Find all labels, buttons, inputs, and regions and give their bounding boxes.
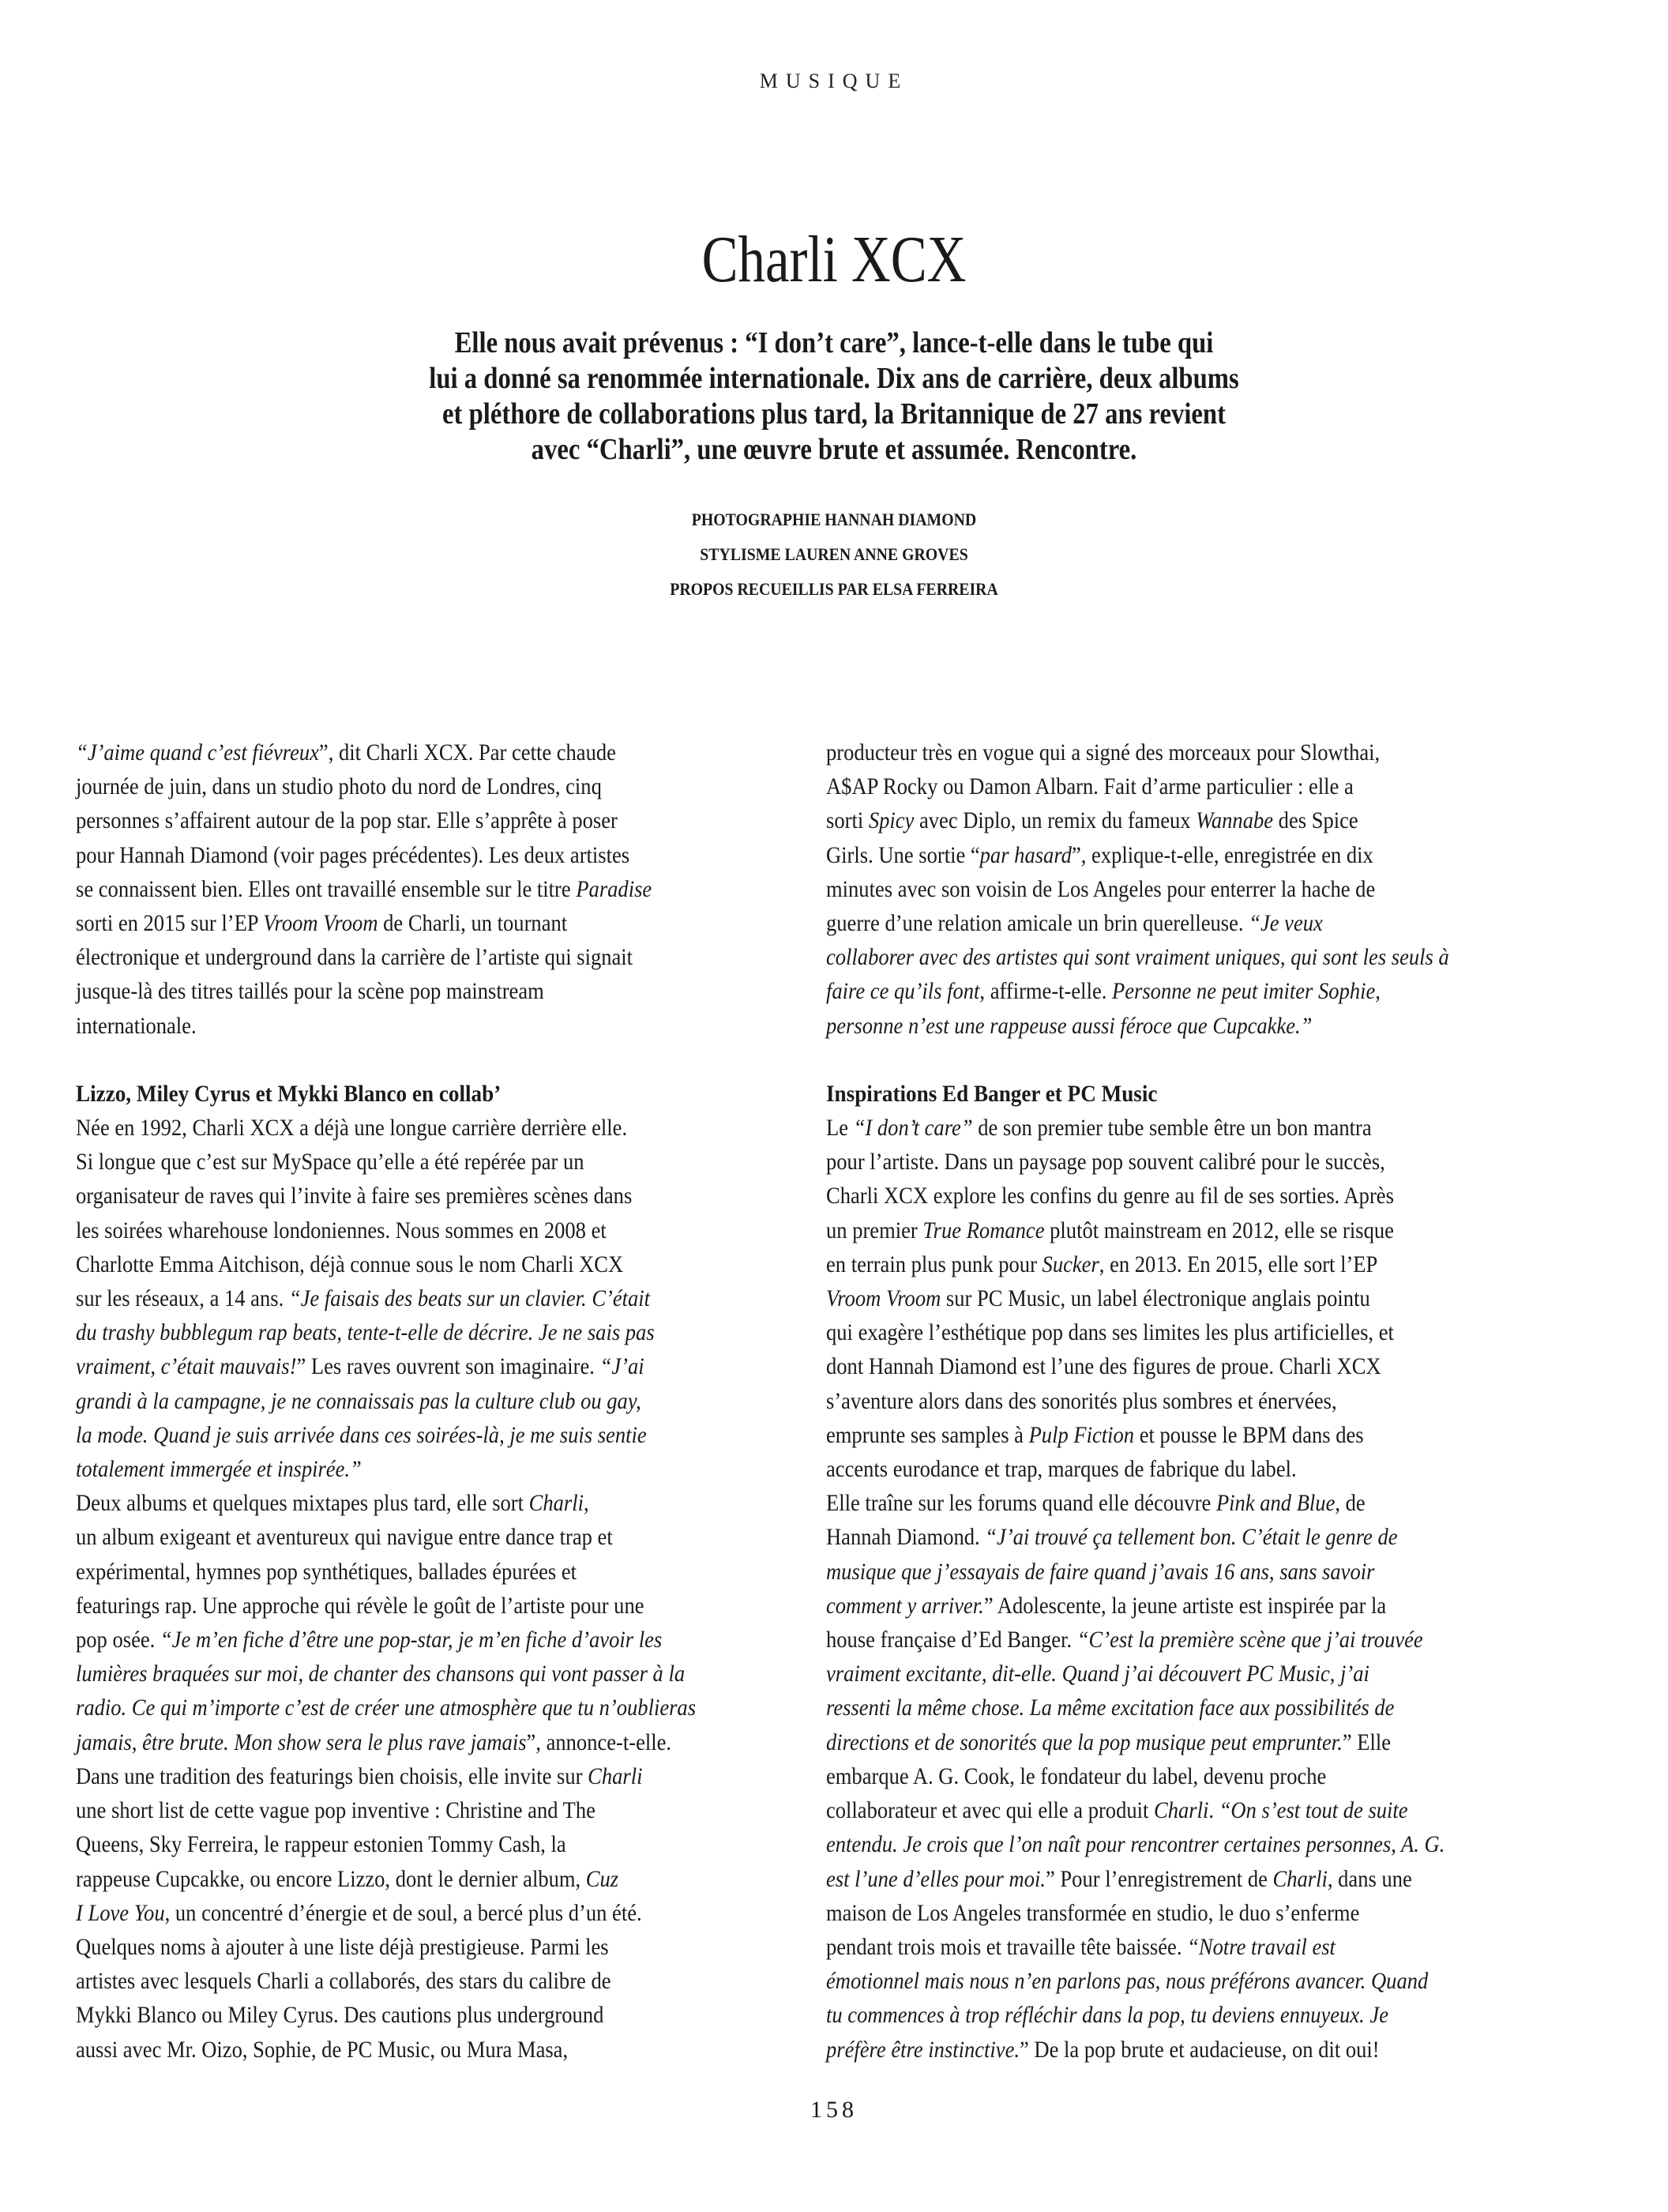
italic-run: émotionnel mais nous n’en parlons pas, nous préférons avancer. Quand: [826, 1969, 1429, 1995]
text-line: [826, 1453, 1508, 1487]
text-line: [826, 1179, 1508, 1213]
text-line: [826, 1010, 1508, 1044]
text-line: [826, 907, 1508, 941]
text-run: Née en 1992, Charli XCX a déjà une longue carrière derrière elle.: [76, 1115, 628, 1142]
italic-run: faire ce qu’ils font: [826, 979, 980, 1005]
left-body: [76, 1112, 834, 2067]
text-line: [76, 1385, 758, 1419]
text-run: emprunte ses samples à: [826, 1422, 1029, 1448]
italic-run: “J’ai trouvé ça tellement bon. C’était le genre de: [985, 1525, 1398, 1551]
italic-run: par hasard: [979, 842, 1072, 868]
text-run: de Charli, un tournant: [378, 911, 568, 937]
text-line: [76, 736, 758, 770]
text-run: un premier: [826, 1217, 923, 1243]
text-line: [76, 1897, 758, 1931]
italic-run: Paradise: [576, 876, 652, 902]
text-line: [76, 1453, 758, 1487]
text-run: les soirées wharehouse londoniennes. Nous sommes en 2008 et: [76, 1217, 607, 1243]
text-line: [826, 804, 1508, 838]
italic-run: Spicy: [868, 808, 915, 834]
text-line: [76, 1726, 758, 1760]
text-run: en terrain plus punk pour: [826, 1251, 1042, 1277]
text-run: , en 2013. En 2015, elle sort l’EP: [1099, 1251, 1378, 1277]
text-run: journée de juin, dans un studio photo du nord de Londres, cinq: [76, 774, 602, 800]
italic-run: “J’aime quand c’est fiévreux: [76, 740, 319, 766]
text-run: rappeuse Cupcakke, ou encore Lizzo, dont le dernier album,: [76, 1866, 586, 1892]
italic-run: Charli: [588, 1763, 643, 1789]
text-line: [826, 1863, 1508, 1897]
text-run: Mykki Blanco ou Miley Cyrus. Des cautions plus underground: [76, 2003, 604, 2029]
text-line: [826, 975, 1508, 1009]
text-run: sur PC Music, un label électronique anglais pointu: [941, 1286, 1370, 1312]
credit-photography: PHOTOGRAPHIE HANNAH DIAMOND: [691, 510, 977, 529]
italic-run: Charli: [1154, 1798, 1209, 1824]
italic-run: tu commences à trop réfléchir dans la pop, tu deviens ennuyeux. Je: [826, 2003, 1388, 2029]
text-run: et pousse le BPM dans des: [1134, 1422, 1364, 1448]
italic-run: “Je m’en fiche d’être une pop-star, je m’en fiche d’avoir les: [160, 1627, 663, 1653]
standfirst-line: lui a donné sa renommée internationale. Dix ans de carrière, deux albums: [429, 362, 1239, 395]
right-body: [826, 1112, 1584, 2067]
paragraph-gap: [826, 1044, 1584, 1078]
text-line: [76, 873, 758, 907]
text-line: [76, 1657, 758, 1691]
italic-run: “Je faisais des beats sur un clavier. C’était: [288, 1286, 651, 1312]
text-run: , dans une: [1327, 1866, 1412, 1892]
text-run: une short list de cette vague pop inventive : Christine and The: [76, 1798, 595, 1824]
page-number: 158: [810, 2097, 858, 2123]
text-line: [76, 1214, 758, 1248]
text-run: A$AP Rocky ou Damon Albarn. Fait d’arme particulier : elle a: [826, 774, 1354, 800]
text-line: [826, 1691, 1508, 1725]
text-line: [826, 1760, 1508, 1794]
text-line: [76, 1828, 758, 1862]
text-line: [826, 1248, 1508, 1282]
text-line: [76, 1487, 758, 1521]
text-run: dont Hannah Diamond est l’une des figures de proue. Charli XCX: [826, 1354, 1381, 1380]
text-line: [76, 1794, 758, 1828]
italic-run: Vroom Vroom: [263, 911, 378, 937]
text-run: .: [1208, 1798, 1219, 1824]
right-column: [826, 736, 1584, 2067]
text-run: aussi avec Mr. Oizo, Sophie, de PC Music, ou Mura Masa,: [76, 2037, 569, 2063]
text-run: Charli XCX explore les confins du genre au fil de ses sorties. Après: [826, 1183, 1394, 1209]
text-line: [76, 1316, 758, 1350]
italic-run: entendu. Je crois que l’on naît pour rencontrer certaines personnes, A. G.: [826, 1832, 1445, 1858]
text-line: [826, 1623, 1508, 1657]
text-run: Dans une tradition des featurings bien choisis, elle invite sur: [76, 1763, 588, 1789]
text-line: [76, 1965, 758, 1999]
text-run: featurings rap. Une approche qui révèle le goût de l’artiste pour une: [76, 1593, 644, 1619]
text-run: sorti en 2015 sur l’EP: [76, 911, 264, 937]
text-line: [76, 1589, 758, 1623]
text-run: , un concentré d’énergie et de soul, a bercé plus d’un été.: [164, 1900, 642, 1926]
text-run: ” Adolescente, la jeune artiste est inspirée par la: [983, 1593, 1387, 1619]
italic-run: Pink and Blue: [1215, 1491, 1336, 1517]
italic-run: radio. Ce qui m’importe c’est de créer une atmosphère que tu n’oublieras: [76, 1695, 697, 1721]
text-run: ” Elle: [1342, 1729, 1392, 1755]
text-line: [826, 1112, 1508, 1146]
text-line: [76, 1931, 758, 1965]
text-line: [826, 1487, 1508, 1521]
text-run: house française d’Ed Banger.: [826, 1627, 1077, 1653]
text-run: Elle traîne sur les forums quand elle découvre: [826, 1491, 1216, 1517]
italic-run: vraiment excitante, dit-elle. Quand j’ai découvert PC Music, j’ai: [826, 1661, 1369, 1687]
text-run: pop osée.: [76, 1627, 160, 1653]
text-line: [826, 1385, 1508, 1419]
italic-run: grandi à la campagne, je ne connaissais pas la culture club ou gay,: [76, 1388, 641, 1414]
text-run: électronique et underground dans la carrière de l’artiste qui signait: [76, 945, 633, 971]
credit-interview: PROPOS RECUEILLIS PAR ELSA FERREIRA: [670, 579, 998, 599]
text-line: [76, 1350, 758, 1384]
text-line: [76, 1521, 758, 1555]
italic-run: la mode. Quand je suis arrivée dans ces soirées-là, je me suis sentie: [76, 1422, 647, 1448]
text-run: expérimental, hymnes pop synthétiques, ballades épurées et: [76, 1559, 577, 1585]
text-line: [826, 1999, 1508, 2033]
italic-run: Charli: [528, 1491, 584, 1517]
italic-run: du trashy bubblegum rap beats, tente-t-elle de décrire. Je ne sais pas: [76, 1320, 655, 1346]
article-title: Charli XCX: [701, 223, 967, 296]
paragraph-gap: [76, 1044, 834, 1078]
text-run: pendant trois mois et travaille tête baissée.: [826, 1934, 1188, 1960]
text-run: minutes avec son voisin de Los Angeles pour enterrer la hache de: [826, 876, 1376, 902]
text-run: producteur très en vogue qui a signé des morceaux pour Slowthai,: [826, 740, 1381, 766]
italic-run: musique que j’essayais de faire quand j’avais 16 ans, sans savoir: [826, 1559, 1375, 1585]
text-run: jusque-là des titres taillés pour la scène pop mainstream: [76, 979, 544, 1005]
italic-run: “J’ai: [599, 1354, 644, 1380]
italic-run: lumières braquées sur moi, de chanter des chansons qui vont passer à la: [76, 1661, 686, 1687]
text-line: [76, 941, 758, 975]
text-run: plutôt mainstream en 2012, elle se risque: [1044, 1217, 1394, 1243]
text-run: personnes s’affairent autour de la pop star. Elle s’apprête à poser: [76, 808, 618, 834]
text-line: [76, 1010, 758, 1044]
italic-run: est l’une d’elles pour moi.: [826, 1866, 1046, 1892]
text-line: [826, 1589, 1508, 1623]
text-line: [76, 1556, 758, 1589]
text-run: accents eurodance et trap, marques de fabrique du label.: [826, 1457, 1297, 1483]
text-run: guerre d’une relation amicale un brin querelleuse.: [826, 911, 1249, 937]
italic-run: personne n’est une rappeuse aussi féroce que Cupcakke.”: [826, 1013, 1313, 1039]
italic-run: “I don’t care”: [853, 1115, 973, 1142]
text-line: [76, 804, 758, 838]
text-run: qui exagère l’esthétique pop dans ses limites les plus artificielles, et: [826, 1320, 1394, 1346]
text-line: [76, 907, 758, 941]
italic-run: Cuz: [585, 1866, 619, 1892]
text-line: [826, 1146, 1508, 1179]
text-run: Girls. Une sortie “: [826, 842, 980, 868]
standfirst: [281, 325, 1387, 468]
text-run: sur les réseaux, a 14 ans.: [76, 1286, 289, 1312]
text-line: [76, 1419, 758, 1453]
text-run: internationale.: [76, 1013, 197, 1039]
text-run: pour Hannah Diamond (voir pages précédentes). Les deux artistes: [76, 842, 630, 868]
text-line: [76, 975, 758, 1009]
text-run: , de: [1335, 1491, 1366, 1517]
left-column: [76, 736, 834, 2067]
text-line: [826, 1965, 1508, 1999]
italic-run: directions et de sonorités que la pop musique peut emprunter.: [826, 1729, 1343, 1755]
italic-run: préfère être instinctive.: [826, 2037, 1020, 2063]
standfirst-line: Elle nous avait prévenus : “I don’t care”, lance-t-elle dans le tube qui: [454, 326, 1214, 359]
text-line: [76, 1146, 758, 1179]
text-line: [76, 1623, 758, 1657]
text-run: Charlotte Emma Aitchison, déjà connue sous le nom Charli XCX: [76, 1251, 624, 1277]
italic-run: “C’est la première scène que j’ai trouvée: [1076, 1627, 1423, 1653]
text-run: collaborateur et avec qui elle a produit: [826, 1798, 1155, 1824]
subheading: Inspirations Ed Banger et PC Music: [826, 1081, 1158, 1107]
text-run: pour l’artiste. Dans un paysage pop souvent calibré pour le succès,: [826, 1149, 1385, 1176]
text-line: [826, 1316, 1508, 1350]
subheading: Lizzo, Miley Cyrus et Mykki Blanco en collab’: [76, 1081, 502, 1107]
text-line: [826, 1897, 1508, 1931]
text-run: sorti: [826, 808, 869, 834]
text-run: ”, annonce-t-elle.: [526, 1729, 672, 1755]
italic-run: ressenti la même chose. La même excitation face aux possibilités de: [826, 1695, 1395, 1721]
italic-run: “Notre travail est: [1187, 1934, 1336, 1960]
text-line: [826, 839, 1508, 873]
text-run: , affirme-t-elle.: [979, 979, 1113, 1005]
text-line: [76, 1282, 758, 1316]
text-run: s’aventure alors dans des sonorités plus sombres et énervées,: [826, 1388, 1337, 1414]
text-run: Hannah Diamond.: [826, 1525, 986, 1551]
section-label: MUSIQUE: [759, 70, 909, 92]
standfirst-line: avec “Charli”, une œuvre brute et assumée. Rencontre.: [531, 433, 1137, 466]
text-line: [826, 770, 1508, 804]
text-line: [826, 1726, 1508, 1760]
text-line: [76, 1760, 758, 1794]
text-line: [826, 1657, 1508, 1691]
italic-run: I Love You: [76, 1900, 165, 1926]
text-line: [826, 1214, 1508, 1248]
italic-run: Wannabe: [1196, 808, 1274, 834]
text-run: un album exigeant et aventureux qui navigue entre dance trap et: [76, 1525, 613, 1551]
text-run: ”, explique-t-elle, enregistrée en dix: [1071, 842, 1373, 868]
text-line: [76, 770, 758, 804]
italic-run: jamais, être brute. Mon show sera le plus rave jamais: [76, 1729, 527, 1755]
left-intro: [76, 736, 834, 1044]
text-run: maison de Los Angeles transformée en studio, le duo s’enferme: [826, 1900, 1360, 1926]
text-line: [826, 2033, 1508, 2067]
text-line: [826, 941, 1508, 975]
text-run: avec Diplo, un remix du fameux: [914, 808, 1197, 834]
text-run: Deux albums et quelques mixtapes plus tard, elle sort: [76, 1491, 529, 1517]
text-run: Le: [826, 1115, 854, 1142]
italic-run: collaborer avec des artistes qui sont vraiment uniques, qui sont les seuls à: [826, 945, 1449, 971]
text-line: [76, 1863, 758, 1897]
text-line: [826, 1282, 1508, 1316]
credit-styling: STYLISME LAUREN ANNE GROVES: [700, 544, 968, 564]
italic-run: totalement immergée et inspirée.”: [76, 1457, 362, 1483]
text-line: [826, 873, 1508, 907]
italic-run: Pulp Fiction: [1028, 1422, 1135, 1448]
text-run: ,: [584, 1491, 589, 1517]
text-line: [826, 1931, 1508, 1965]
text-line: [76, 1999, 758, 2033]
italic-run: vraiment, c’était mauvais!: [76, 1354, 297, 1380]
text-line: [826, 736, 1508, 770]
italic-run: Sucker: [1042, 1251, 1099, 1277]
text-line: [76, 1691, 758, 1725]
text-run: Queens, Sky Ferreira, le rappeur estonien Tommy Cash, la: [76, 1832, 566, 1858]
text-run: des Spice: [1273, 808, 1358, 834]
text-run: ”, dit Charli XCX. Par cette chaude: [318, 740, 616, 766]
text-line: [76, 1248, 758, 1282]
credits: [0, 502, 1668, 607]
text-line: [76, 1179, 758, 1213]
italic-run: Charli: [1272, 1866, 1328, 1892]
italic-run: “On s’est tout de suite: [1219, 1798, 1408, 1824]
text-line: [826, 1350, 1508, 1384]
right-intro: [826, 736, 1584, 1044]
text-line: [826, 1521, 1508, 1555]
text-line: [826, 1419, 1508, 1453]
text-run: de son premier tube semble être un bon mantra: [972, 1115, 1372, 1142]
text-run: Quelques noms à ajouter à une liste déjà prestigieuse. Parmi les: [76, 1934, 609, 1960]
text-run: se connaissent bien. Elles ont travaillé ensemble sur le titre: [76, 876, 577, 902]
text-line: [76, 839, 758, 873]
text-run: embarque A. G. Cook, le fondateur du label, devenu proche: [826, 1763, 1327, 1789]
italic-run: comment y arriver.: [826, 1593, 984, 1619]
text-run: ” Les raves ouvrent son imaginaire.: [296, 1354, 600, 1380]
italic-run: “Je veux: [1249, 911, 1323, 937]
italic-run: True Romance: [922, 1217, 1045, 1243]
text-run: Si longue que c’est sur MySpace qu’elle a été repérée par un: [76, 1149, 584, 1176]
text-line: [826, 1556, 1508, 1589]
text-run: artistes avec lesquels Charli a collaborés, des stars du calibre de: [76, 1969, 611, 1995]
standfirst-line: et pléthore de collaborations plus tard, la Britannique de 27 ans revient: [442, 397, 1226, 431]
text-run: organisateur de raves qui l’invite à faire ses premières scènes dans: [76, 1183, 633, 1209]
text-run: ” De la pop brute et audacieuse, on dit oui!: [1020, 2037, 1380, 2063]
italic-run: Vroom Vroom: [826, 1286, 941, 1312]
text-line: [826, 1794, 1508, 1828]
italic-run: Personne ne peut imiter Sophie,: [1112, 979, 1381, 1005]
text-run: ” Pour l’enregistrement de: [1045, 1866, 1273, 1892]
text-line: [76, 2033, 758, 2067]
text-line: [826, 1828, 1508, 1862]
text-line: [76, 1112, 758, 1146]
